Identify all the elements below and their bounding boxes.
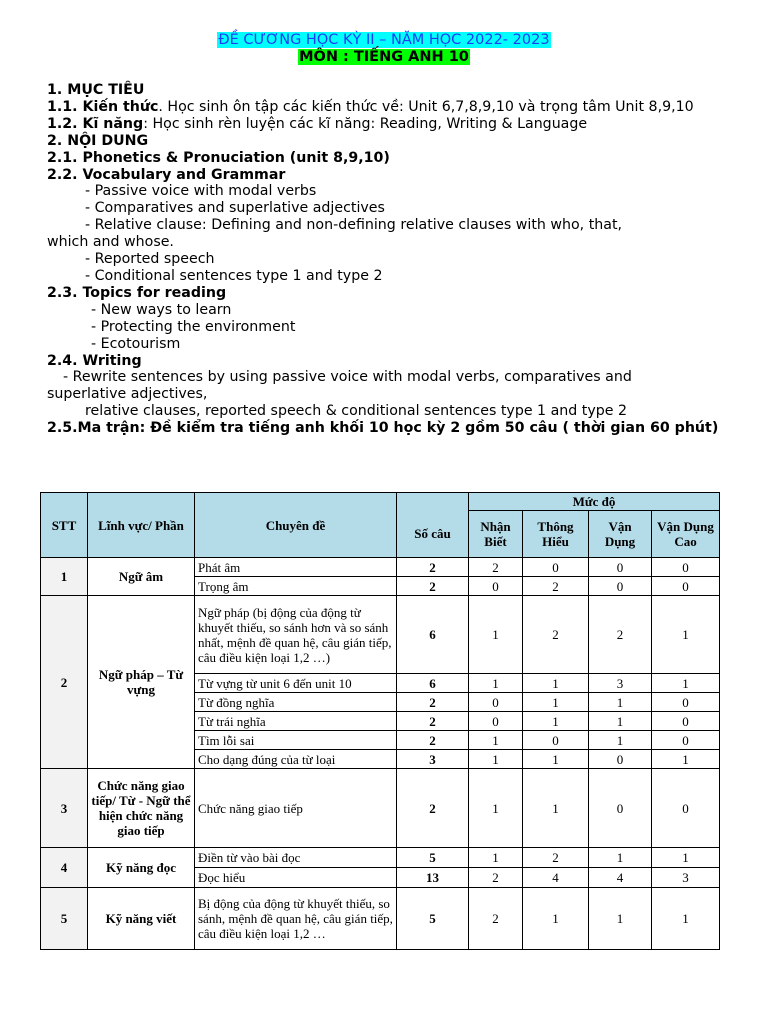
reading-topic: - Protecting the environment <box>91 318 296 335</box>
count-cell: 2 <box>397 558 469 577</box>
count-cell: 2 <box>397 693 469 712</box>
group-area: Ngữ pháp – Từ vựng <box>88 596 195 769</box>
th-cell: 1 <box>523 674 589 693</box>
nb-cell: 0 <box>469 712 523 731</box>
header-so-cau-top <box>397 493 469 511</box>
topic-cell: Từ trái nghĩa <box>195 712 397 731</box>
count-cell: 13 <box>397 868 469 888</box>
group-stt: 1 <box>41 558 88 596</box>
topic-cell: Từ đồng nghĩa <box>195 693 397 712</box>
nb-cell: 0 <box>469 693 523 712</box>
group-stt: 5 <box>41 888 88 950</box>
count-cell: 2 <box>397 731 469 750</box>
th-cell: 2 <box>523 596 589 674</box>
table-row <box>41 888 720 950</box>
subject-title <box>0 49 768 66</box>
section-1-1-label: 1.1. Kiến thức <box>47 98 159 115</box>
count-cell: 2 <box>397 769 469 848</box>
vdc-cell: 0 <box>652 693 720 712</box>
reading-topic: - New ways to learn <box>91 301 232 318</box>
nb-cell: 0 <box>469 577 523 596</box>
vd-cell: 1 <box>589 848 652 868</box>
nb-cell: 1 <box>469 750 523 769</box>
table-row <box>41 596 720 674</box>
vd-cell: 2 <box>589 596 652 674</box>
writing-line-1: - Rewrite sentences by using passive voice with modal verbs, comparatives and <box>63 369 632 386</box>
nb-cell: 1 <box>469 674 523 693</box>
count-cell: 6 <box>397 596 469 674</box>
grammar-item: - Conditional sentences type 1 and type 2 <box>85 267 383 284</box>
group-area: Kỹ năng viết <box>88 888 195 950</box>
reading-topic: - Ecotourism <box>91 335 181 352</box>
count-cell: 5 <box>397 848 469 868</box>
th-cell: 1 <box>523 769 589 848</box>
th-cell: 2 <box>523 848 589 868</box>
count-cell: 6 <box>397 674 469 693</box>
section-2-5-heading: 2.5.Ma trận: Đề kiểm tra tiếng anh khối 10 học kỳ 2 gồm 50 câu ( thời gian 60 phút) <box>47 420 719 437</box>
th-cell: 1 <box>523 712 589 731</box>
header-van-dung-cao: Vận Dụng Cao <box>652 511 720 558</box>
topic-cell: Tìm lỗi sai <box>195 731 397 750</box>
section-2-4-heading: 2.4. Writing <box>47 352 142 369</box>
exam-matrix-table <box>40 492 720 950</box>
topic-cell: Chức năng giao tiếp <box>195 769 397 848</box>
vdc-cell: 1 <box>652 750 720 769</box>
vd-cell: 0 <box>589 577 652 596</box>
th-cell: 1 <box>523 750 589 769</box>
vd-cell: 3 <box>589 674 652 693</box>
count-cell: 3 <box>397 750 469 769</box>
section-2-3-heading: 2.3. Topics for reading <box>47 284 227 301</box>
header-stt: STT <box>41 493 88 558</box>
grammar-item: - Passive voice with modal verbs <box>85 183 317 200</box>
table-row <box>41 769 720 848</box>
nb-cell: 1 <box>469 731 523 750</box>
nb-cell: 1 <box>469 596 523 674</box>
grammar-item: - Comparatives and superlative adjectives <box>85 200 385 217</box>
vd-cell: 4 <box>589 868 652 888</box>
th-cell: 4 <box>523 868 589 888</box>
th-cell: 2 <box>523 577 589 596</box>
vdc-cell: 0 <box>652 558 720 577</box>
vdc-cell: 1 <box>652 888 720 950</box>
topic-cell: Bị động của động từ khuyết thiếu, so sánh, mệnh đề quan hệ, câu gián tiếp, câu điều kiện loại 1,2 … <box>195 888 397 950</box>
header-van-dung: Vận Dụng <box>589 511 652 558</box>
nb-cell: 2 <box>469 558 523 577</box>
nb-cell: 1 <box>469 769 523 848</box>
vd-cell: 1 <box>589 693 652 712</box>
table-row <box>41 558 720 577</box>
group-stt: 3 <box>41 769 88 848</box>
group-stt: 4 <box>41 848 88 888</box>
vdc-cell: 1 <box>652 674 720 693</box>
vdc-cell: 1 <box>652 848 720 868</box>
count-cell: 2 <box>397 577 469 596</box>
section-2-1-heading: 2.1. Phonetics & Pronuciation (unit 8,9,10) <box>47 149 390 166</box>
grammar-item: - Reported speech <box>85 251 215 268</box>
group-area: Kỹ năng đọc <box>88 848 195 888</box>
topic-cell: Trọng âm <box>195 577 397 596</box>
vdc-cell: 0 <box>652 712 720 731</box>
vd-cell: 1 <box>589 731 652 750</box>
vd-cell: 1 <box>589 712 652 731</box>
vd-cell: 0 <box>589 750 652 769</box>
title-line-1: ĐỀ CƯƠNG HỌC KỲ II – NĂM HỌC 2022- 2023 <box>218 32 550 48</box>
th-cell: 1 <box>523 888 589 950</box>
vd-cell: 0 <box>589 558 652 577</box>
section-1-2-text: : Học sinh rèn luyện các kĩ năng: Reading, Writing & Language <box>143 115 588 132</box>
group-stt: 2 <box>41 596 88 769</box>
section-2-heading: 2. NỘI DUNG <box>47 132 149 149</box>
topic-cell: Từ vựng từ unit 6 đến unit 10 <box>195 674 397 693</box>
vd-cell: 0 <box>589 769 652 848</box>
section-1-1 <box>47 99 723 116</box>
count-cell: 2 <box>397 712 469 731</box>
section-1-heading: 1. MỤC TIÊU <box>47 82 145 98</box>
section-1-1-text: . Học sinh ôn tập các kiến thức về: Unit 6,7,8,9,10 và trọng tâm Unit 8,9,10 <box>158 98 694 115</box>
nb-cell: 2 <box>469 888 523 950</box>
grammar-item-continuation: which and whose. <box>47 234 174 251</box>
writing-line-2: superlative adjectives, <box>47 386 208 403</box>
header-linh-vuc: Lĩnh vực/ Phần <box>88 493 195 558</box>
th-cell: 0 <box>523 558 589 577</box>
header-nhan-biet: Nhận Biết <box>469 511 523 558</box>
th-cell: 0 <box>523 731 589 750</box>
header-thong-hieu: Thông Hiểu <box>523 511 589 558</box>
grammar-item: - Relative clause: Defining and non-defining relative clauses with who, that, <box>85 217 623 234</box>
topic-cell: Phát âm <box>195 558 397 577</box>
count-cell: 5 <box>397 888 469 950</box>
section-2-2-heading: 2.2. Vocabulary and Grammar <box>47 166 286 183</box>
vdc-cell: 0 <box>652 577 720 596</box>
title-line-2: MÔN : TIẾNG ANH 10 <box>299 49 469 65</box>
topic-cell: Đọc hiểu <box>195 868 397 888</box>
th-cell: 1 <box>523 693 589 712</box>
group-area: Ngữ âm <box>88 558 195 596</box>
topic-cell: Điền từ vào bài đọc <box>195 848 397 868</box>
nb-cell: 1 <box>469 848 523 868</box>
nb-cell: 2 <box>469 868 523 888</box>
writing-line-3: relative clauses, reported speech & conditional sentences type 1 and type 2 <box>85 403 628 420</box>
vdc-cell: 3 <box>652 868 720 888</box>
topic-cell: Cho dạng đúng của từ loại <box>195 750 397 769</box>
outline-content <box>47 82 723 437</box>
vd-cell: 1 <box>589 888 652 950</box>
header-so-cau: Số câu <box>397 511 469 558</box>
section-1-2-label: 1.2. Kĩ năng <box>47 115 144 132</box>
vdc-cell: 0 <box>652 731 720 750</box>
section-1-2 <box>47 116 723 133</box>
table-row <box>41 848 720 868</box>
group-area: Chức năng giao tiếp/ Từ - Ngữ thể hiện chức năng giao tiếp <box>88 769 195 848</box>
header-muc-do: Mức độ <box>469 493 720 511</box>
document-title <box>0 32 768 49</box>
topic-cell: Ngữ pháp (bị động của động từ khuyết thiếu, so sánh hơn và so sánh nhất, mệnh đề quan hệ, câu gián tiếp, câu điều kiện loại 1,2 …) <box>195 596 397 674</box>
vdc-cell: 0 <box>652 769 720 848</box>
header-chuyen-de: Chuyên đề <box>195 493 397 558</box>
vdc-cell: 1 <box>652 596 720 674</box>
